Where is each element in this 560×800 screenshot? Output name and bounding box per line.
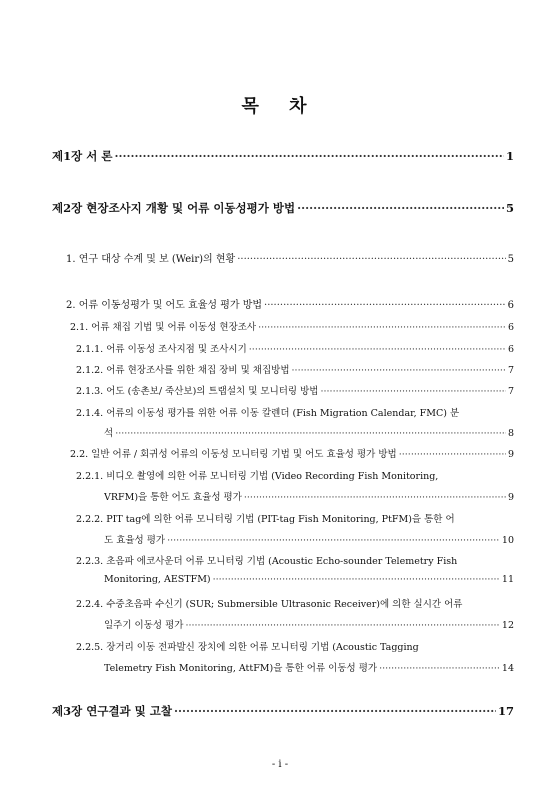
toc-entry-label: 제1장 서 론 bbox=[52, 149, 113, 163]
page-title: 목 차 bbox=[241, 96, 319, 117]
toc-entry-chapter-1[interactable] bbox=[52, 148, 514, 164]
toc-entry-label: 일주기 이동성 평가 bbox=[104, 620, 184, 631]
page-number-footer: - i - bbox=[271, 759, 289, 770]
toc-entry-label: 2.1.1. 어류 이동성 조사지점 및 조사시기 bbox=[76, 344, 247, 355]
toc-entry-label: 1. 연구 대상 수계 및 보 (Weir)의 현황 bbox=[66, 254, 236, 265]
toc-entry-label: Monitoring, AESTFM) bbox=[104, 574, 211, 585]
toc-entry-page: 7 bbox=[507, 386, 514, 397]
toc-entry-2-1-2[interactable] bbox=[76, 362, 514, 376]
toc-entry-2-2-1[interactable] bbox=[104, 489, 514, 503]
leader-dots bbox=[244, 492, 506, 503]
leader-dots bbox=[174, 704, 496, 718]
toc-entry-label: 석 bbox=[104, 428, 114, 439]
toc-entry-section-2[interactable] bbox=[66, 296, 514, 311]
toc-entry-label: 2.2. 일반 어류 / 회귀성 어류의 이동성 모니터링 기법 및 어도 효율성 평가 방법 bbox=[70, 449, 397, 460]
toc-entry-2-2-5-first-line: 2.2.5. 장거리 이동 전파발신 장치에 의한 어류 모니터링 기법 (Acoustic Tagging bbox=[76, 642, 419, 653]
leader-dots bbox=[213, 574, 500, 585]
toc-entry-2-2-4[interactable] bbox=[104, 617, 514, 631]
toc-entry-2-2-3-first-line: 2.2.3. 초음파 에코사운더 어류 모니터링 기법 (Acoustic Echo-sounder Telemetry Fish bbox=[76, 556, 458, 567]
toc-entry-label: Telemetry Fish Monitoring, AttFM)을 통한 어류 이동성 평가 bbox=[104, 663, 378, 674]
toc-entry-2-2[interactable] bbox=[70, 446, 514, 460]
toc-entry-2-1[interactable] bbox=[70, 319, 514, 333]
toc-entry-2-1-4-first-line: 2.1.4. 어류의 이동성 평가를 위한 어류 이동 칼렌더 (Fish Migration Calendar, FMC) 분 bbox=[76, 408, 460, 419]
toc-entry-2-2-2-first-line: 2.2.2. PIT tag에 의한 어류 모니터링 기법 (PIT-tag Fish Monitoring, PtFM)을 통한 어 bbox=[76, 514, 455, 525]
toc-entry-page: 10 bbox=[501, 535, 514, 546]
toc-entry-label: 2.1. 어류 채집 기법 및 어류 이동성 현장조사 bbox=[70, 322, 257, 333]
toc-entry-page: 6 bbox=[507, 322, 514, 333]
toc-entry-page: 5 bbox=[505, 201, 514, 215]
toc-entry-page: 9 bbox=[507, 449, 514, 460]
toc-entry-page: 11 bbox=[501, 574, 514, 585]
toc-entry-2-2-1-first-line: 2.2.1. 비디오 촬영에 의한 어류 모니터링 기법 (Video Recording Fish Monitoring, bbox=[76, 471, 439, 482]
toc-entry-page: 8 bbox=[507, 428, 514, 439]
toc-entry-label: 2. 어류 이동성평가 및 어도 효율성 평가 방법 bbox=[66, 300, 263, 311]
toc-entry-section-1[interactable] bbox=[66, 250, 514, 265]
toc-entry-2-1-4[interactable] bbox=[104, 425, 514, 439]
leader-dots bbox=[114, 149, 504, 163]
leader-dots bbox=[185, 620, 499, 631]
leader-dots bbox=[258, 322, 506, 333]
toc-entry-label: 제3장 연구결과 및 고찰 bbox=[52, 704, 172, 718]
leader-dots bbox=[297, 201, 504, 215]
toc-entry-label: 제2장 현장조사지 개황 및 어류 이동성평가 방법 bbox=[52, 201, 296, 215]
toc-entry-page: 5 bbox=[507, 254, 514, 265]
leader-dots bbox=[264, 300, 506, 311]
toc-entry-2-2-4-first-line: 2.2.4. 수중초음파 수신기 (SUR; Submersible Ultrasonic Receiver)에 의한 실시간 어류 bbox=[76, 599, 463, 610]
toc-entry-label: VRFM)을 통한 어도 효율성 평가 bbox=[104, 492, 242, 503]
leader-dots bbox=[249, 344, 506, 355]
toc-entry-page: 9 bbox=[507, 492, 514, 503]
leader-dots bbox=[167, 535, 500, 546]
leader-dots bbox=[320, 386, 505, 397]
leader-dots bbox=[379, 663, 500, 674]
leader-dots bbox=[399, 449, 506, 460]
toc-entry-page: 17 bbox=[497, 704, 514, 718]
toc-entry-label: 도 효율성 평가 bbox=[104, 535, 166, 546]
toc-entry-page: 1 bbox=[505, 149, 514, 163]
toc-entry-page: 12 bbox=[501, 620, 514, 631]
toc-entry-chapter-3[interactable] bbox=[52, 703, 514, 719]
toc-entry-label: 2.1.2. 어류 현장조사를 위한 채집 장비 및 채집방법 bbox=[76, 365, 290, 376]
toc-entry-page: 6 bbox=[507, 300, 514, 311]
leader-dots bbox=[237, 254, 505, 265]
toc-entry-label: 2.1.3. 어도 (송촌보/ 죽산보)의 트랩설치 및 모니터링 방법 bbox=[76, 386, 319, 397]
toc-entry-2-2-5[interactable] bbox=[104, 660, 514, 674]
toc-entry-chapter-2[interactable] bbox=[52, 200, 514, 216]
toc-entry-2-1-3[interactable] bbox=[76, 383, 514, 397]
toc-entry-2-2-2[interactable] bbox=[104, 532, 514, 546]
toc-entry-page: 6 bbox=[507, 344, 514, 355]
toc-entry-2-1-1[interactable] bbox=[76, 341, 514, 355]
leader-dots bbox=[115, 428, 506, 439]
toc-entry-2-2-3[interactable] bbox=[104, 574, 514, 585]
toc-entry-page: 14 bbox=[501, 663, 514, 674]
leader-dots bbox=[292, 365, 506, 376]
toc-entry-page: 7 bbox=[507, 365, 514, 376]
